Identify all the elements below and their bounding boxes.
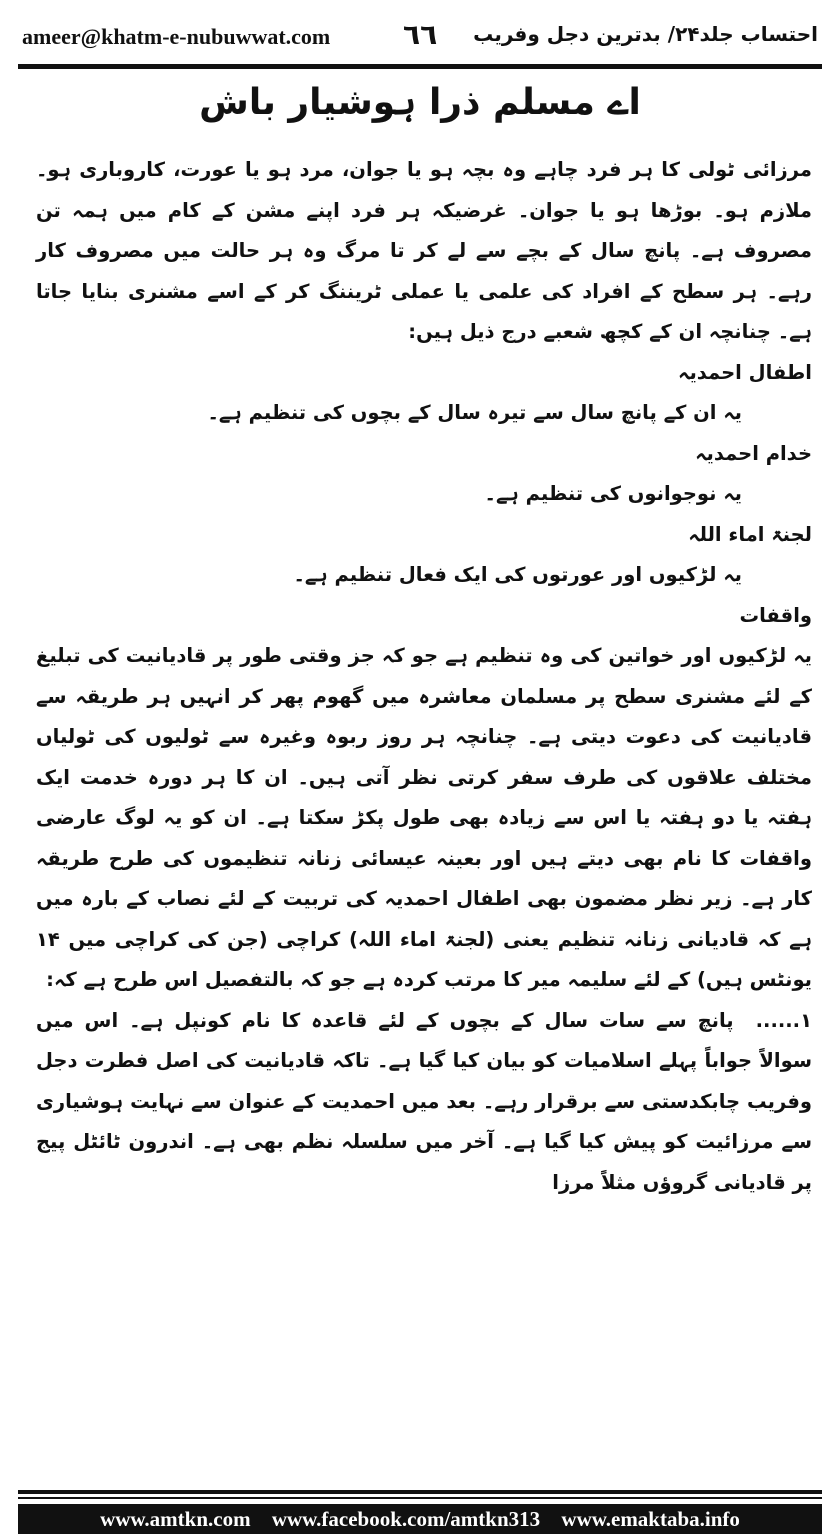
section-text: یہ لڑکیوں اور عورتوں کی ایک فعال تنظیم ہے۔ (293, 563, 742, 586)
page-title: اے مسلم ذرا ہوشیار باش (199, 82, 641, 123)
item-number: ۱...... (755, 1008, 812, 1032)
item-text: پانچ سے سات سال کے بچوں کے لئے قاعدہ کا نام کونپل ہے۔ اس میں سوالاً جواباً پہلے اسلامیات کو بیان کیا گیا ہے۔ تاکہ قادیانیت کی اصل فطرت دجل وفریب چابکدستی سے برقرار رہے۔ بعد میں احمدیت کے عنوان سے نہایت ہوشیاری سے مرزائیت کو پیش کیا گیا ہے۔ آخر میں سلسلہ نظم بھی ہے۔ اندرون ٹائٹل پیج پر قادیانی گروؤں مثلاً مرزا (36, 1008, 812, 1194)
article-body (36, 150, 812, 1203)
section-heading: اطفال احمدیہ (678, 360, 812, 384)
waqfat-paragraph: یہ لڑکیوں اور خواتین کی وہ تنظیم ہے جو کہ جز وقتی طور پر قادیانیت کی تبلیغ کے لئے مشنری سطح پر مسلمان معاشرہ میں گھوم پھر کر انہیں ہر طریقہ سے قادیانیت کی دعوت دیتی ہے۔ چنانچہ ہر روز ربوہ وغیرہ سے ٹولیوں کی ٹولیاں مختلف علاقوں کی طرف سفر کرتی نظر آتی ہیں۔ ان کا ہر دورہ خدمت ایک ہفتہ یا دو ہفتہ یا اس سے زیادہ بھی طول پکڑ سکتا ہے۔ ان کو یہ لوگ عارضی واقفات کا نام بھی دیتے ہیں اور بعینہ عیسائی زنانہ تنظیموں کی طرح طریقہ کار ہے۔ زیر نظر مضمون بھی اطفال احمدیہ کی تربیت کے لئے نصاب کے بارہ میں ہے کہ قادیانی زنانہ تنظیم یعنی (لجنۃ اماء اللہ) کراچی (جن کی کراچی میں ۱۴ یونٹس ہیں) کے لئے سلیمہ میر کا مرتب کردہ ہے جو کہ بالتفصیل اس طرح ہے کہ: (36, 644, 812, 991)
footer-link-amtkn[interactable]: www.amtkn.com (100, 1507, 251, 1531)
footer-rule (18, 1490, 822, 1494)
running-title: احتساب جلد۲۴/ بدترین دجل وفریب (473, 22, 818, 46)
intro-paragraph: مرزائی ٹولی کا ہر فرد چاہے وہ بچہ ہو یا جوان، مرد ہو یا عورت، کاروباری ہو۔ ملازم ہو۔ بوڑھا ہو یا جوان۔ غرضیکہ ہر فرد اپنے مشن کے کام میں ہمہ تن مصروف ہے۔ پانچ سال کے بچے سے لے کر تا مرگ وہ ہر حالت میں مصروف کار رہے۔ ہر سطح کے افراد کی علمی یا عملی ٹریننگ کر کے اسے مشنری بنایا جاتا ہے۔ چنانچہ ان کے کچھ شعبے درج ذیل ہیں: (36, 158, 812, 343)
section-text: یہ نوجوانوں کی تنظیم ہے۔ (484, 482, 742, 505)
page-header (18, 18, 822, 60)
header-email: ameer@khatm-e-nubuwwat.com (22, 24, 331, 49)
section-heading: لجنۃ اماء اللہ (688, 522, 812, 546)
section-text: یہ ان کے پانچ سال سے تیرہ سال کے بچوں کی تنظیم ہے۔ (207, 401, 742, 424)
waqfat-heading: واقفات (739, 603, 812, 627)
section-heading: خدام احمدیہ (695, 441, 812, 465)
header-rule (18, 64, 822, 69)
footer-link-facebook[interactable]: www.facebook.com/amtkn313 (271, 1507, 541, 1531)
footer-link-emaktaba[interactable]: www.emaktaba.info (561, 1507, 740, 1531)
footer-rule-thin (18, 1497, 822, 1499)
numbered-item (36, 1001, 812, 1204)
footer-bar (18, 1504, 822, 1534)
page-number: ٦٦ (403, 18, 438, 51)
